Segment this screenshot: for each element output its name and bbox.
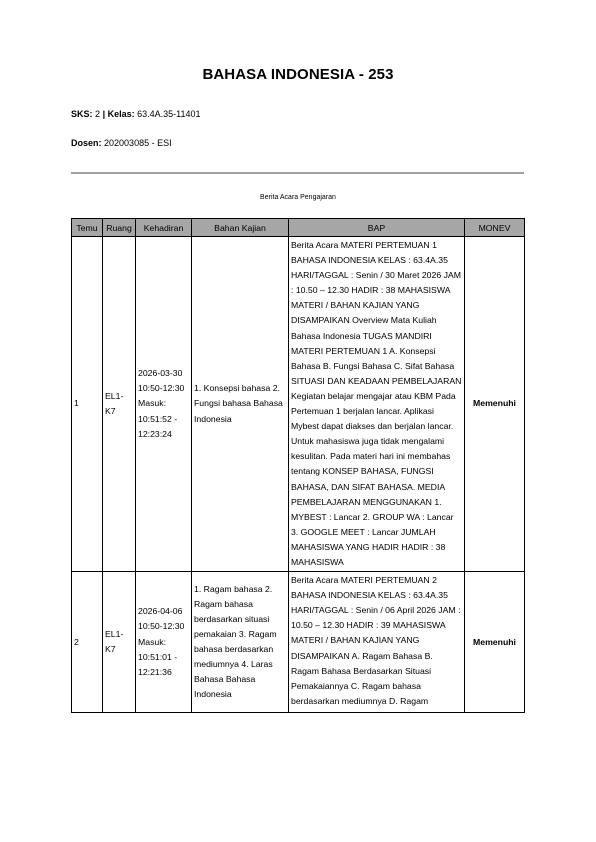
cell-ruang: EL1-K7 <box>103 237 136 572</box>
header-bap: BAP <box>289 219 465 237</box>
dosen-value: 202003085 - ESI <box>104 138 172 148</box>
kelas-label: Kelas: <box>107 109 135 119</box>
separator: | <box>102 109 106 119</box>
cell-kehadiran: 2026-03-30 10:50-12:30 Masuk: 10:51:52 - 12:23:24 <box>136 237 192 572</box>
cell-bap: Berita Acara MATERI PERTEMUAN 1 BAHASA INDONESIA KELAS : 63.4A.35 HARI/TAGGAL : Senin / 30 Maret 2026 JAM : 10.50 – 12.30 HADIR : 38 MAHASISWA MATERI / BAHAN KAJIAN YANG DISAMPAIKAN Overview Mata Kuliah Bahasa Indonesia TUGAS MANDIRI MATERI PERTEMUAN 1 A. Konsepsi Bahasa B. Fungsi Bahasa C. Sifat Bahasa SITUASI DAN KEADAAN PEMBELAJARAN Kegiatan belajar mengajar atau KBM Pada Pertemuan 1 berjalan lancar. Aplikasi Mybest dapat diakses dan berjalan lancar. Untuk mahasiswa juga tidak mengalami kesulitan. Pada materi hari ini membahas tentang KONSEP BAHASA, FUNGSI BAHASA, DAN SIFAT BAHASA. MEDIA PEMBELAJARAN MENGGUNAKAN 1. MYBEST : Lancar 2. GROUP WA : Lancar 3. GOOGLE MEET : Lancar JUMLAH MAHASISWA YANG HADIR HADIR : 38 MAHASISWA <box>289 237 465 572</box>
kelas-value: 63.4A.35-11401 <box>137 109 201 119</box>
lecturer-info <box>71 138 172 148</box>
course-title: BAHASA INDONESIA - 253 <box>202 66 394 83</box>
course-info <box>71 109 201 119</box>
table-caption: Berita Acara Pengajaran <box>260 194 336 201</box>
cell-monev: Memenuhi <box>465 237 525 572</box>
cell-temu: 2 <box>72 572 103 713</box>
header-ruang: Ruang <box>103 219 136 237</box>
cell-bahan-kajian: 1. Konsepsi bahasa 2. Fungsi bahasa Bahasa Indonesia <box>192 237 289 572</box>
bap-table <box>71 218 525 713</box>
header-temu: Temu <box>72 219 103 237</box>
header-bahan-kajian: Bahan Kajian <box>192 219 289 237</box>
cell-temu: 1 <box>72 237 103 572</box>
divider <box>71 172 524 174</box>
cell-bahan-kajian: 1. Ragam bahasa 2. Ragam bahasa berdasarkan situasi pemakaian 3. Ragam bahasa berdasarkan mediumnya 4. Laras Bahasa Bahasa Indonesia <box>192 572 289 713</box>
header-kehadiran: Kehadiran <box>136 219 192 237</box>
sks-label: SKS: <box>71 109 93 119</box>
table-row <box>72 237 525 572</box>
header-monev: MONEV <box>465 219 525 237</box>
sks-value: 2 <box>95 109 101 119</box>
table-row <box>72 572 525 713</box>
cell-kehadiran: 2026-04-06 10:50-12:30 Masuk: 10:51:01 - 12:21:36 <box>136 572 192 713</box>
cell-monev: Memenuhi <box>465 572 525 713</box>
table-header-row <box>72 219 525 237</box>
cell-bap <box>289 572 465 713</box>
dosen-label: Dosen: <box>71 138 102 148</box>
cell-ruang: EL1-K7 <box>103 572 136 713</box>
cell-bap-text: Berita Acara MATERI PERTEMUAN 2 BAHASA INDONESIA KELAS : 63.4A.35 HARI/TAGGAL : Senin / 06 April 2026 JAM : 10.50 – 12.30 HADIR : 39 MAHASISWA MATERI / BAHAN KAJIAN YANG DISAMPAIKAN A. Ragam Bahasa B. Ragam Bahasa Berdasarkan Situasi Pemakaiannya C. Ragam bahasa berdasarkan mediumnya D. Ragam <box>291 575 461 706</box>
